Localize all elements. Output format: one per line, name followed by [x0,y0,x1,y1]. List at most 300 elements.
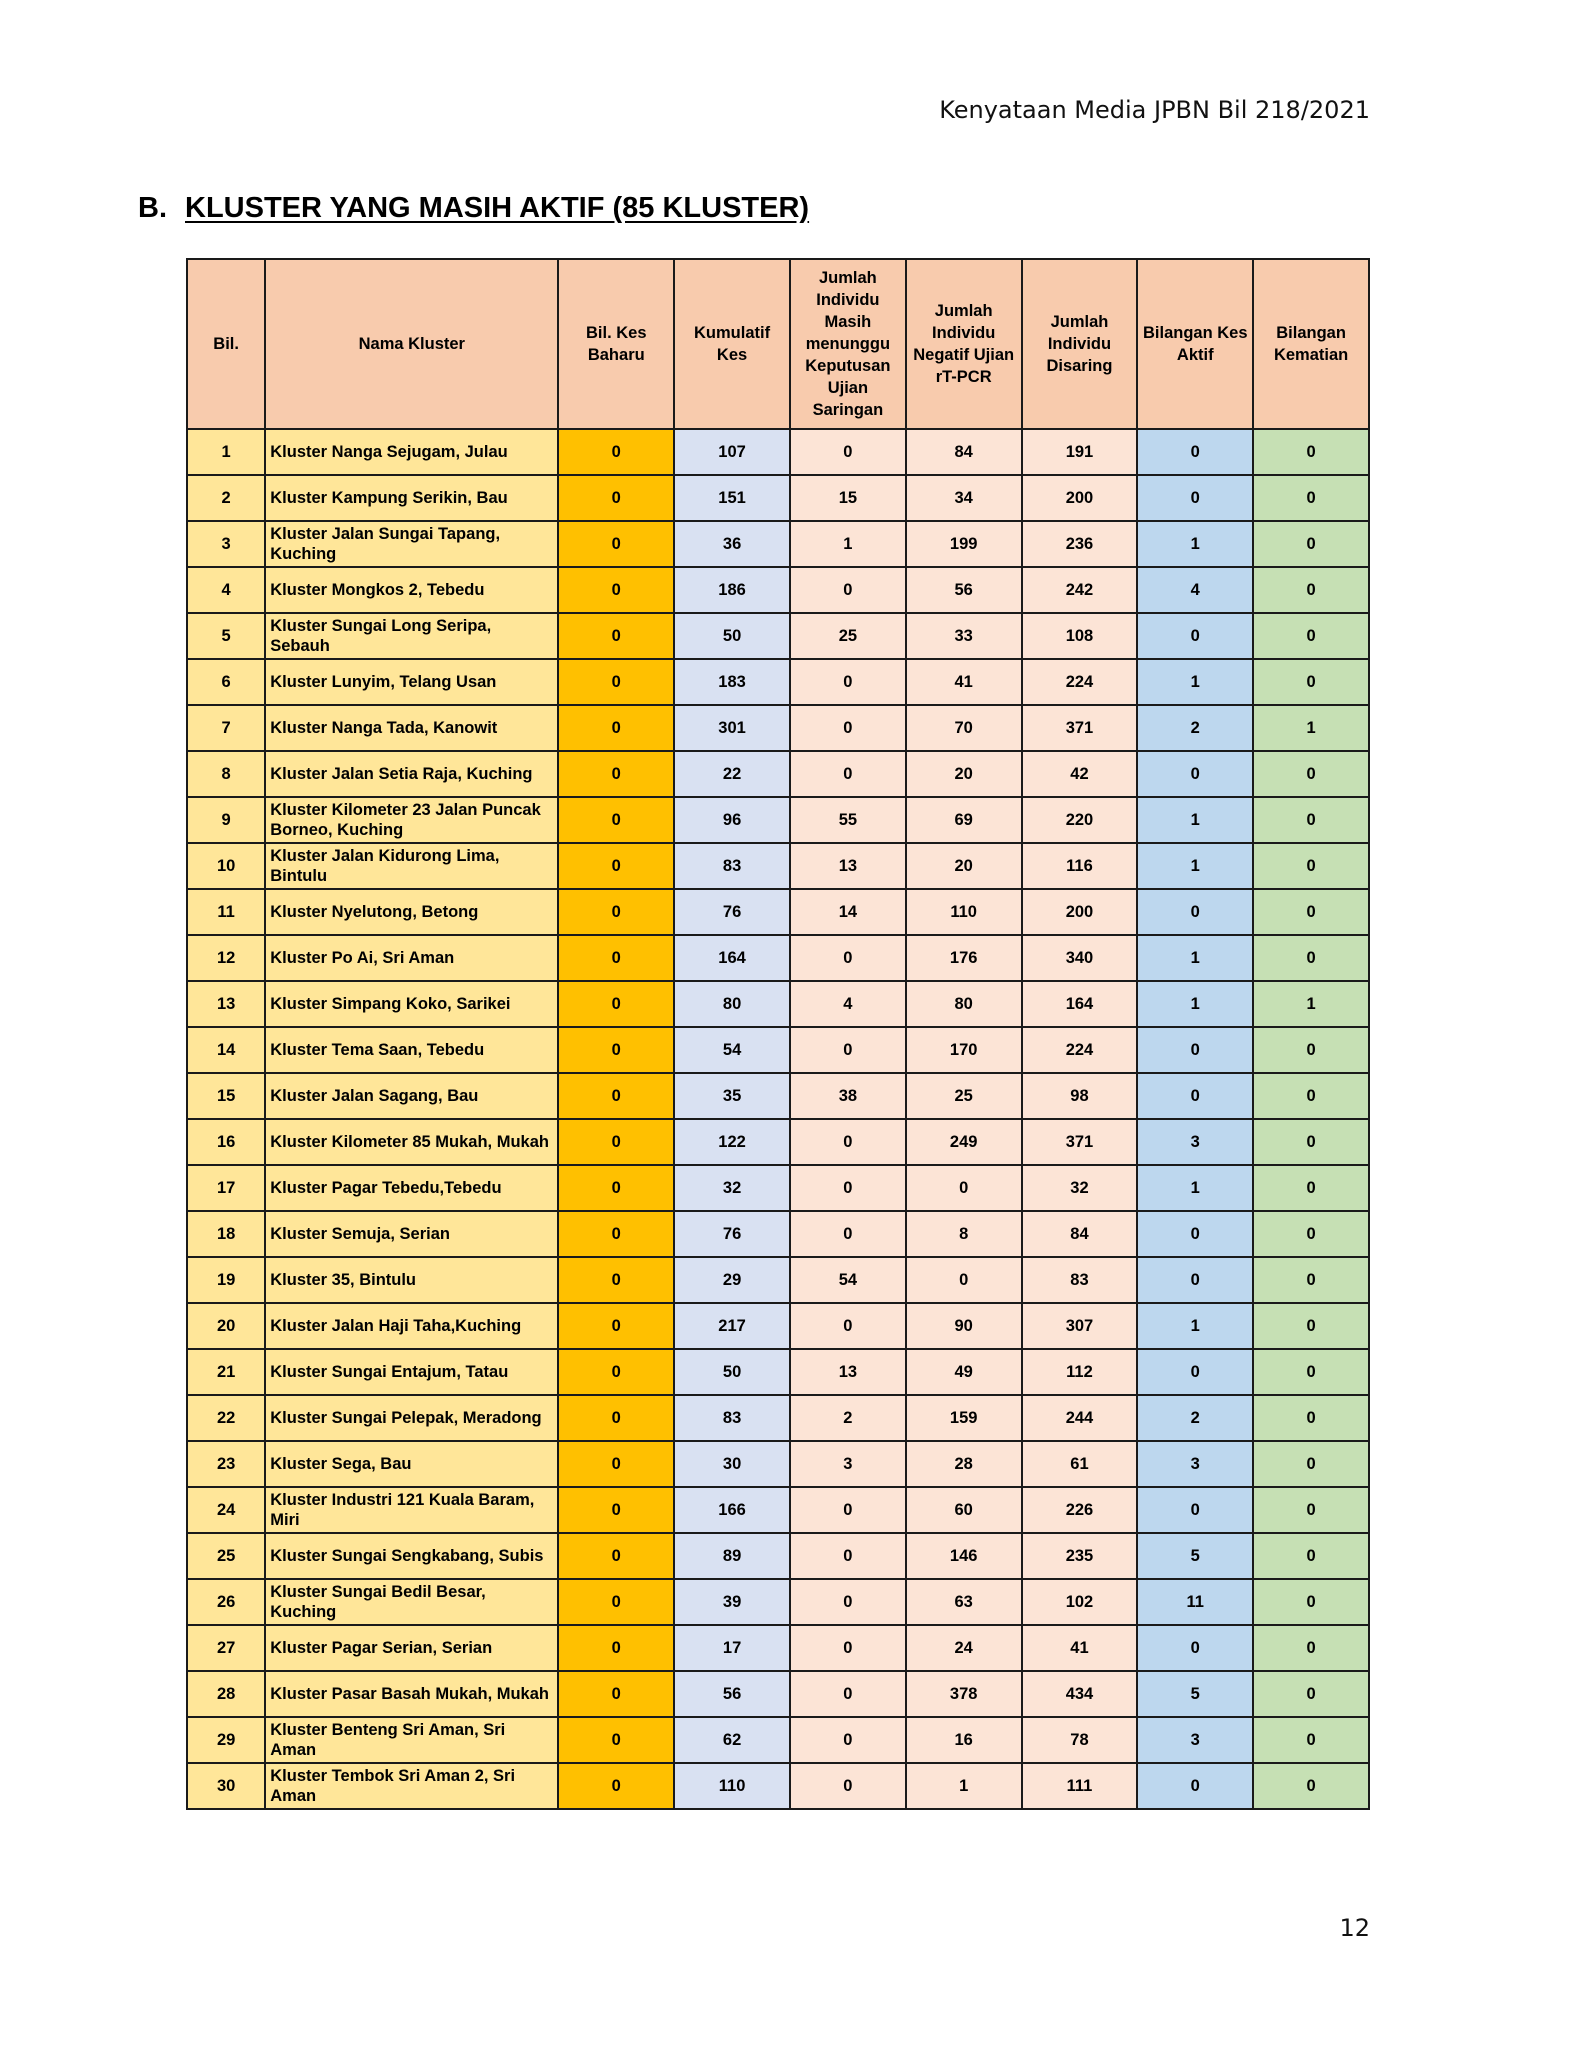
table-row [187,429,1369,475]
cell-kes-baharu: 0 [558,1211,674,1257]
cell-kes-aktif: 5 [1137,1671,1253,1717]
cell-negatif-rtpcr: 0 [906,1257,1022,1303]
cell-kematian: 0 [1253,1625,1369,1671]
cell-kes-aktif: 0 [1137,751,1253,797]
table-row [187,567,1369,613]
cell-kes-aktif: 0 [1137,1349,1253,1395]
cell-kes-baharu: 0 [558,567,674,613]
header-nama-kluster: Nama Kluster [265,259,558,429]
cell-kes-baharu: 0 [558,843,674,889]
cell-menunggu-keputusan: 13 [790,1349,906,1395]
cell-kumulatif-kes: 183 [674,659,790,705]
cell-kumulatif-kes: 30 [674,1441,790,1487]
table-row [187,797,1369,843]
cell-kumulatif-kes: 76 [674,889,790,935]
cell-kes-baharu: 0 [558,889,674,935]
cell-kes-baharu: 0 [558,475,674,521]
cell-kematian: 0 [1253,1119,1369,1165]
cell-kes-aktif: 11 [1137,1579,1253,1625]
cell-nama-kluster: Kluster Sungai Entajum, Tatau [265,1349,558,1395]
cell-kes-aktif: 0 [1137,613,1253,659]
cell-kematian: 0 [1253,1533,1369,1579]
cell-negatif-rtpcr: 249 [906,1119,1022,1165]
header-kes-aktif: Bilangan Kes Aktif [1137,259,1253,429]
cell-bil: 23 [187,1441,265,1487]
cell-negatif-rtpcr: 199 [906,521,1022,567]
cell-kes-baharu: 0 [558,659,674,705]
table-row [187,1395,1369,1441]
cell-bil: 20 [187,1303,265,1349]
cell-kumulatif-kes: 186 [674,567,790,613]
cell-kumulatif-kes: 35 [674,1073,790,1119]
cell-negatif-rtpcr: 34 [906,475,1022,521]
cell-disaring: 235 [1022,1533,1138,1579]
table-row [187,1027,1369,1073]
cell-nama-kluster: Kluster Jalan Kidurong Lima, Bintulu [265,843,558,889]
cell-negatif-rtpcr: 80 [906,981,1022,1027]
cell-disaring: 78 [1022,1717,1138,1763]
cell-kes-aktif: 0 [1137,429,1253,475]
cell-kes-aktif: 3 [1137,1717,1253,1763]
cell-menunggu-keputusan: 0 [790,935,906,981]
cell-kumulatif-kes: 122 [674,1119,790,1165]
table-row [187,1441,1369,1487]
table-row [187,1165,1369,1211]
table-row [187,659,1369,705]
cell-negatif-rtpcr: 110 [906,889,1022,935]
cell-nama-kluster: Kluster Sungai Bedil Besar, Kuching [265,1579,558,1625]
cell-kes-aktif: 1 [1137,1165,1253,1211]
cell-menunggu-keputusan: 0 [790,1303,906,1349]
cell-nama-kluster: Kluster Sungai Sengkabang, Subis [265,1533,558,1579]
cell-kematian: 0 [1253,429,1369,475]
cell-nama-kluster: Kluster Tema Saan, Tebedu [265,1027,558,1073]
section-title: KLUSTER YANG MASIH AKTIF (85 KLUSTER) [185,192,810,224]
cell-kes-aktif: 0 [1137,1763,1253,1809]
cell-bil: 2 [187,475,265,521]
cell-kumulatif-kes: 39 [674,1579,790,1625]
cell-kumulatif-kes: 83 [674,1395,790,1441]
cell-kumulatif-kes: 80 [674,981,790,1027]
table-row [187,1533,1369,1579]
cell-menunggu-keputusan: 0 [790,1671,906,1717]
cell-menunggu-keputusan: 0 [790,1625,906,1671]
cell-bil: 10 [187,843,265,889]
table-row [187,1211,1369,1257]
cell-kematian: 0 [1253,659,1369,705]
cell-bil: 8 [187,751,265,797]
cell-negatif-rtpcr: 70 [906,705,1022,751]
cell-disaring: 371 [1022,1119,1138,1165]
cell-kes-aktif: 0 [1137,1625,1253,1671]
cell-menunggu-keputusan: 15 [790,475,906,521]
cell-kes-baharu: 0 [558,1763,674,1809]
cell-menunggu-keputusan: 14 [790,889,906,935]
cell-menunggu-keputusan: 0 [790,1763,906,1809]
cell-kes-baharu: 0 [558,1073,674,1119]
cell-kes-baharu: 0 [558,1579,674,1625]
cell-bil: 18 [187,1211,265,1257]
cell-kumulatif-kes: 83 [674,843,790,889]
cell-kes-aktif: 0 [1137,1487,1253,1533]
cell-disaring: 41 [1022,1625,1138,1671]
header-kematian: Bilangan Kematian [1253,259,1369,429]
cell-kumulatif-kes: 50 [674,613,790,659]
cell-bil: 4 [187,567,265,613]
cell-nama-kluster: Kluster Pagar Tebedu,Tebedu [265,1165,558,1211]
cell-kes-baharu: 0 [558,797,674,843]
cell-kumulatif-kes: 50 [674,1349,790,1395]
cell-bil: 1 [187,429,265,475]
cell-kes-baharu: 0 [558,935,674,981]
cell-kes-aktif: 2 [1137,1395,1253,1441]
cell-kes-aktif: 5 [1137,1533,1253,1579]
table-row [187,1717,1369,1763]
cell-bil: 6 [187,659,265,705]
cell-kematian: 0 [1253,1717,1369,1763]
cell-menunggu-keputusan: 13 [790,843,906,889]
cell-menunggu-keputusan: 0 [790,1579,906,1625]
header-disaring: Jumlah Individu Disaring [1022,259,1138,429]
cell-menunggu-keputusan: 1 [790,521,906,567]
table-row [187,843,1369,889]
cell-bil: 7 [187,705,265,751]
cell-bil: 25 [187,1533,265,1579]
cell-nama-kluster: Kluster Nyelutong, Betong [265,889,558,935]
cell-menunggu-keputusan: 0 [790,659,906,705]
cell-nama-kluster: Kluster Benteng Sri Aman, Sri Aman [265,1717,558,1763]
cell-kes-aktif: 0 [1137,1211,1253,1257]
cell-kumulatif-kes: 56 [674,1671,790,1717]
cell-bil: 22 [187,1395,265,1441]
cell-disaring: 242 [1022,567,1138,613]
cell-kematian: 0 [1253,889,1369,935]
header-menunggu-keputusan: Jumlah Individu Masih menunggu Keputusan Ujian Saringan [790,259,906,429]
cell-negatif-rtpcr: 90 [906,1303,1022,1349]
cell-kes-aktif: 1 [1137,843,1253,889]
cell-kematian: 0 [1253,1395,1369,1441]
cell-negatif-rtpcr: 49 [906,1349,1022,1395]
cell-disaring: 371 [1022,705,1138,751]
cell-nama-kluster: Kluster Kampung Serikin, Bau [265,475,558,521]
table-row [187,1073,1369,1119]
cell-kes-aktif: 1 [1137,797,1253,843]
cell-bil: 11 [187,889,265,935]
cell-bil: 19 [187,1257,265,1303]
cell-disaring: 236 [1022,521,1138,567]
cell-disaring: 111 [1022,1763,1138,1809]
cell-menunggu-keputusan: 0 [790,1487,906,1533]
header-negatif-rtpcr: Jumlah Individu Negatif Ujian rT-PCR [906,259,1022,429]
cell-nama-kluster: Kluster Jalan Sagang, Bau [265,1073,558,1119]
cell-menunggu-keputusan: 0 [790,1717,906,1763]
cell-nama-kluster: Kluster Nanga Tada, Kanowit [265,705,558,751]
cell-negatif-rtpcr: 56 [906,567,1022,613]
cell-disaring: 61 [1022,1441,1138,1487]
cell-negatif-rtpcr: 60 [906,1487,1022,1533]
cell-kumulatif-kes: 164 [674,935,790,981]
cell-kes-baharu: 0 [558,1487,674,1533]
cell-kematian: 1 [1253,981,1369,1027]
cell-bil: 14 [187,1027,265,1073]
cell-kematian: 0 [1253,935,1369,981]
cell-bil: 21 [187,1349,265,1395]
table-row [187,935,1369,981]
cell-disaring: 42 [1022,751,1138,797]
cell-bil: 12 [187,935,265,981]
cell-kematian: 0 [1253,797,1369,843]
cell-nama-kluster: Kluster Semuja, Serian [265,1211,558,1257]
cell-bil: 29 [187,1717,265,1763]
cell-kematian: 0 [1253,521,1369,567]
table-row [187,705,1369,751]
cell-kumulatif-kes: 301 [674,705,790,751]
cell-menunggu-keputusan: 25 [790,613,906,659]
cell-nama-kluster: Kluster Sungai Long Seripa, Sebauh [265,613,558,659]
cell-disaring: 224 [1022,1027,1138,1073]
cell-kes-baharu: 0 [558,1717,674,1763]
cell-kes-aktif: 1 [1137,659,1253,705]
cell-disaring: 98 [1022,1073,1138,1119]
cell-menunggu-keputusan: 0 [790,705,906,751]
cell-negatif-rtpcr: 16 [906,1717,1022,1763]
table-row [187,1625,1369,1671]
cell-kes-baharu: 0 [558,1165,674,1211]
cell-nama-kluster: Kluster Kilometer 85 Mukah, Mukah [265,1119,558,1165]
cell-negatif-rtpcr: 8 [906,1211,1022,1257]
cell-nama-kluster: Kluster Mongkos 2, Tebedu [265,567,558,613]
cell-negatif-rtpcr: 170 [906,1027,1022,1073]
cell-negatif-rtpcr: 176 [906,935,1022,981]
cell-kes-baharu: 0 [558,521,674,567]
cell-menunggu-keputusan: 54 [790,1257,906,1303]
cell-bil: 30 [187,1763,265,1809]
cell-kumulatif-kes: 166 [674,1487,790,1533]
cell-nama-kluster: Kluster Sega, Bau [265,1441,558,1487]
cell-kumulatif-kes: 29 [674,1257,790,1303]
cell-nama-kluster: Kluster Nanga Sejugam, Julau [265,429,558,475]
cell-kes-aktif: 1 [1137,521,1253,567]
cell-nama-kluster: Kluster Lunyim, Telang Usan [265,659,558,705]
active-clusters-table [186,258,1370,1810]
cell-bil: 17 [187,1165,265,1211]
cell-menunggu-keputusan: 0 [790,567,906,613]
header-bil: Bil. [187,259,265,429]
cell-kes-aktif: 1 [1137,1303,1253,1349]
cell-kumulatif-kes: 96 [674,797,790,843]
cell-menunggu-keputusan: 0 [790,1165,906,1211]
cell-kematian: 0 [1253,1349,1369,1395]
table-row [187,1671,1369,1717]
cell-negatif-rtpcr: 378 [906,1671,1022,1717]
cell-bil: 5 [187,613,265,659]
cell-kematian: 0 [1253,843,1369,889]
cell-negatif-rtpcr: 41 [906,659,1022,705]
cell-nama-kluster: Kluster Sungai Pelepak, Meradong [265,1395,558,1441]
cell-kes-baharu: 0 [558,613,674,659]
cell-kematian: 0 [1253,1165,1369,1211]
cell-kes-baharu: 0 [558,1441,674,1487]
cell-kematian: 0 [1253,567,1369,613]
header-kumulatif-kes: Kumulatif Kes [674,259,790,429]
cell-disaring: 307 [1022,1303,1138,1349]
cell-bil: 16 [187,1119,265,1165]
cell-menunggu-keputusan: 0 [790,1119,906,1165]
cell-kes-baharu: 0 [558,1349,674,1395]
cell-kes-aktif: 0 [1137,1073,1253,1119]
table-row [187,1119,1369,1165]
cell-menunggu-keputusan: 2 [790,1395,906,1441]
cell-nama-kluster: Kluster Jalan Haji Taha,Kuching [265,1303,558,1349]
cell-negatif-rtpcr: 20 [906,843,1022,889]
table-row [187,1487,1369,1533]
cell-kes-baharu: 0 [558,1119,674,1165]
cell-negatif-rtpcr: 25 [906,1073,1022,1119]
cell-kumulatif-kes: 217 [674,1303,790,1349]
cell-kematian: 0 [1253,613,1369,659]
cell-kes-baharu: 0 [558,1533,674,1579]
cell-disaring: 340 [1022,935,1138,981]
cell-kes-aktif: 0 [1137,889,1253,935]
cell-kes-baharu: 0 [558,1257,674,1303]
cell-kes-baharu: 0 [558,429,674,475]
cell-kes-aktif: 4 [1137,567,1253,613]
cell-bil: 3 [187,521,265,567]
cell-kematian: 1 [1253,705,1369,751]
cell-kumulatif-kes: 151 [674,475,790,521]
cell-kes-aktif: 0 [1137,1027,1253,1073]
cell-negatif-rtpcr: 33 [906,613,1022,659]
cell-kes-baharu: 0 [558,1395,674,1441]
cell-negatif-rtpcr: 63 [906,1579,1022,1625]
cell-disaring: 84 [1022,1211,1138,1257]
cell-kumulatif-kes: 22 [674,751,790,797]
table-row [187,1349,1369,1395]
cell-kes-baharu: 0 [558,751,674,797]
cell-disaring: 164 [1022,981,1138,1027]
cell-kes-aktif: 1 [1137,935,1253,981]
cell-kematian: 0 [1253,1027,1369,1073]
cell-menunggu-keputusan: 55 [790,797,906,843]
cell-menunggu-keputusan: 38 [790,1073,906,1119]
cell-kes-aktif: 0 [1137,475,1253,521]
table-row [187,1303,1369,1349]
cell-disaring: 200 [1022,889,1138,935]
cell-nama-kluster: Kluster 35, Bintulu [265,1257,558,1303]
cell-menunggu-keputusan: 0 [790,1533,906,1579]
table-row [187,475,1369,521]
cell-nama-kluster: Kluster Po Ai, Sri Aman [265,935,558,981]
cell-disaring: 83 [1022,1257,1138,1303]
cell-bil: 24 [187,1487,265,1533]
cell-nama-kluster: Kluster Jalan Sungai Tapang, Kuching [265,521,558,567]
cell-nama-kluster: Kluster Jalan Setia Raja, Kuching [265,751,558,797]
table-row [187,889,1369,935]
cell-kes-aktif: 0 [1137,1257,1253,1303]
table-row [187,521,1369,567]
cell-disaring: 244 [1022,1395,1138,1441]
table-row [187,1579,1369,1625]
cell-disaring: 220 [1022,797,1138,843]
table-header-row [187,259,1369,429]
cell-negatif-rtpcr: 28 [906,1441,1022,1487]
page-number: 12 [1339,1914,1370,1942]
cell-kes-baharu: 0 [558,1027,674,1073]
cell-nama-kluster: Kluster Pagar Serian, Serian [265,1625,558,1671]
cell-negatif-rtpcr: 1 [906,1763,1022,1809]
cell-kes-baharu: 0 [558,1303,674,1349]
cell-bil: 28 [187,1671,265,1717]
table-row [187,751,1369,797]
cell-disaring: 116 [1022,843,1138,889]
cell-disaring: 226 [1022,1487,1138,1533]
section-letter: B. [138,192,167,224]
cell-kumulatif-kes: 32 [674,1165,790,1211]
header-kes-baharu: Bil. Kes Baharu [558,259,674,429]
cell-kes-aktif: 3 [1137,1119,1253,1165]
cell-disaring: 112 [1022,1349,1138,1395]
cell-bil: 9 [187,797,265,843]
cell-kes-aktif: 3 [1137,1441,1253,1487]
table-row [187,981,1369,1027]
cell-disaring: 224 [1022,659,1138,705]
cell-bil: 15 [187,1073,265,1119]
cell-menunggu-keputusan: 0 [790,1027,906,1073]
cell-nama-kluster: Kluster Pasar Basah Mukah, Mukah [265,1671,558,1717]
cell-nama-kluster: Kluster Kilometer 23 Jalan Puncak Borneo, Kuching [265,797,558,843]
cell-negatif-rtpcr: 146 [906,1533,1022,1579]
cell-kematian: 0 [1253,475,1369,521]
cell-nama-kluster: Kluster Tembok Sri Aman 2, Sri Aman [265,1763,558,1809]
cell-kumulatif-kes: 110 [674,1763,790,1809]
cell-kematian: 0 [1253,1579,1369,1625]
cell-kematian: 0 [1253,1763,1369,1809]
cell-bil: 13 [187,981,265,1027]
table-row [187,1257,1369,1303]
cell-menunggu-keputusan: 4 [790,981,906,1027]
cell-menunggu-keputusan: 0 [790,1211,906,1257]
cell-kematian: 0 [1253,1303,1369,1349]
cell-kumulatif-kes: 76 [674,1211,790,1257]
cell-disaring: 108 [1022,613,1138,659]
table-row [187,613,1369,659]
cell-kes-aktif: 1 [1137,981,1253,1027]
cell-kematian: 0 [1253,1211,1369,1257]
cell-bil: 27 [187,1625,265,1671]
section-heading [138,192,809,225]
cell-disaring: 32 [1022,1165,1138,1211]
cell-kes-baharu: 0 [558,1625,674,1671]
cell-kumulatif-kes: 62 [674,1717,790,1763]
cell-kematian: 0 [1253,1441,1369,1487]
cell-menunggu-keputusan: 0 [790,751,906,797]
cell-kumulatif-kes: 54 [674,1027,790,1073]
cell-kumulatif-kes: 107 [674,429,790,475]
cell-disaring: 191 [1022,429,1138,475]
cell-kes-baharu: 0 [558,705,674,751]
cell-disaring: 102 [1022,1579,1138,1625]
cell-negatif-rtpcr: 69 [906,797,1022,843]
cell-kematian: 0 [1253,1257,1369,1303]
cell-nama-kluster: Kluster Industri 121 Kuala Baram, Miri [265,1487,558,1533]
cell-kematian: 0 [1253,751,1369,797]
cell-kematian: 0 [1253,1487,1369,1533]
cell-negatif-rtpcr: 20 [906,751,1022,797]
cell-negatif-rtpcr: 0 [906,1165,1022,1211]
table-row [187,1763,1369,1809]
cell-disaring: 434 [1022,1671,1138,1717]
cell-kes-baharu: 0 [558,1671,674,1717]
